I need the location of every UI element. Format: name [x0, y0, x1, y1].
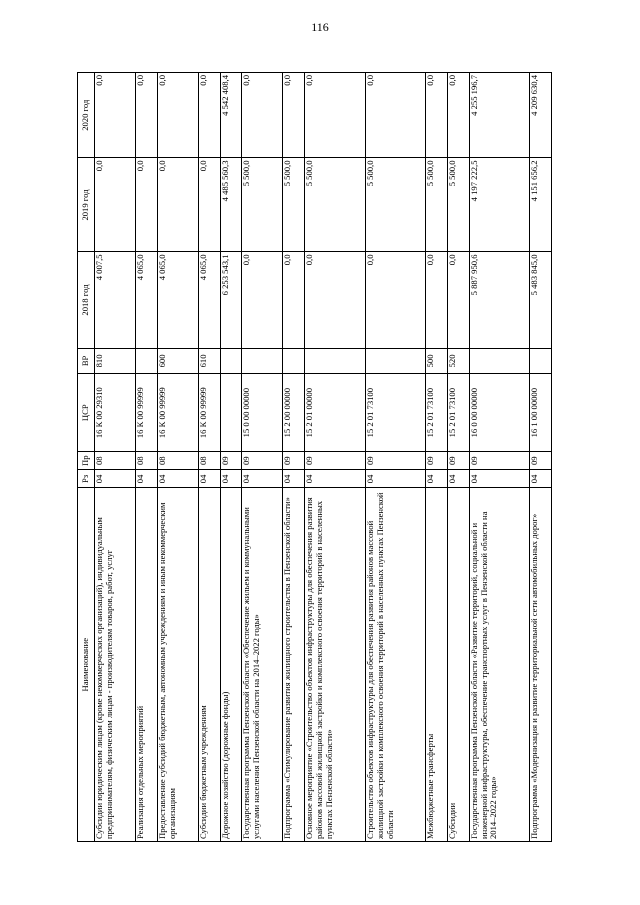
cell-2018: 6 253 543,1: [220, 252, 242, 348]
table-row: [304, 73, 365, 842]
cell-2020: 0,0: [95, 73, 136, 159]
cell-name: Субсидии бюджетным учреждениям: [198, 488, 220, 842]
cell-2019: 5 500,0: [304, 158, 365, 252]
cell-rz: 04: [283, 470, 305, 488]
cell-name: Основное мероприятие «Строительство объектов инфраструктуры для обеспечения развития районов массовой жилищной застройки и комплексного освоения территорий в населенных пунктах Пензенской области»: [304, 488, 365, 842]
cell-csr: 15 2 01 73100: [447, 374, 469, 452]
cell-pr: 08: [136, 452, 158, 470]
cell-vr: [469, 348, 530, 374]
cell-2019: 5 500,0: [426, 158, 448, 252]
cell-pr: 09: [469, 452, 530, 470]
cell-name: Государственная программа Пензенской области «Обеспечение жильем и коммунальными услугами населения Пензенской области на 2014–2022 годы»: [242, 488, 283, 842]
table-row: [283, 73, 305, 842]
cell-csr: [220, 374, 242, 452]
cell-csr: 16 К 00 29310: [95, 374, 136, 452]
table-row: [95, 73, 136, 842]
cell-name: Субсидии юридическим лицам (кроме некоммерческих организаций), индивидуальным предпринимателям, физическим лицам - производителям товаров, работ, услуг: [95, 488, 136, 842]
cell-name: Подпрограмма «Модернизация и развитие территориальной сети автомобильных дорог»: [530, 488, 552, 842]
cell-2019: 0,0: [157, 158, 198, 252]
cell-vr: [365, 348, 426, 374]
cell-csr: 15 0 00 00000: [242, 374, 283, 452]
cell-csr: 16 К 00 99999: [136, 374, 158, 452]
cell-2019: 5 500,0: [447, 158, 469, 252]
cell-2020: 4 209 630,4: [530, 73, 552, 159]
cell-csr: 15 2 00 00000: [283, 374, 305, 452]
cell-vr: 500: [426, 348, 448, 374]
cell-pr: 08: [198, 452, 220, 470]
header-pr: Пр: [78, 452, 95, 470]
cell-2019: 4 485 560,3: [220, 158, 242, 252]
cell-2019: 0,0: [198, 158, 220, 252]
table-row: [157, 73, 198, 842]
table-row: [136, 73, 158, 842]
cell-2020: 0,0: [157, 73, 198, 159]
cell-vr: [304, 348, 365, 374]
cell-2020: 0,0: [198, 73, 220, 159]
cell-2018: 4 065,0: [157, 252, 198, 348]
cell-vr: [530, 348, 552, 374]
cell-name: Межбюджетные трансферты: [426, 488, 448, 842]
header-vr: ВР: [78, 348, 95, 374]
cell-rz: 04: [426, 470, 448, 488]
cell-vr: 520: [447, 348, 469, 374]
cell-vr: [242, 348, 283, 374]
cell-2018: 0,0: [242, 252, 283, 348]
cell-vr: 610: [198, 348, 220, 374]
table-header-row: [78, 73, 95, 842]
table-row: [365, 73, 426, 842]
cell-2020: 0,0: [447, 73, 469, 159]
cell-name: Предоставление субсидий бюджетным, автономным учреждениям и иным некоммерческим организациям: [157, 488, 198, 842]
cell-rz: 04: [198, 470, 220, 488]
cell-2018: 0,0: [304, 252, 365, 348]
rotated-table-container: [77, 72, 552, 842]
cell-2019: 4 197 222,5: [469, 158, 530, 252]
cell-2020: 4 542 408,4: [220, 73, 242, 159]
header-rz: Рз: [78, 470, 95, 488]
cell-2018: 0,0: [447, 252, 469, 348]
cell-name: Строительство объектов инфраструктуры для обеспечения развития районов массовой жилищной застройки и комплексного освоения территорий в населенных пунктах Пензенской области: [365, 488, 426, 842]
cell-rz: 04: [447, 470, 469, 488]
cell-pr: 09: [530, 452, 552, 470]
header-csr: ЦСР: [78, 374, 95, 452]
header-2019: 2019 год: [78, 158, 95, 252]
table-row: [469, 73, 530, 842]
header-name: Наименование: [78, 488, 95, 842]
cell-vr: [220, 348, 242, 374]
cell-csr: 16 1 00 00000: [530, 374, 552, 452]
budget-table: [77, 72, 552, 842]
cell-name: Субсидии: [447, 488, 469, 842]
cell-2020: 0,0: [365, 73, 426, 159]
cell-csr: 15 2 01 73100: [426, 374, 448, 452]
cell-name: Государственная программа Пензенской области «Развитие территорий, социальной и инженерной инфраструктуры, обеспечение транспортных услуг в Пензенской области на 2014–2022 годы»: [469, 488, 530, 842]
table-row: [242, 73, 283, 842]
cell-2020: 4 255 196,7: [469, 73, 530, 159]
cell-rz: 04: [157, 470, 198, 488]
cell-csr: 16 К 00 99999: [157, 374, 198, 452]
cell-2019: 0,0: [95, 158, 136, 252]
cell-2018: 4 007,5: [95, 252, 136, 348]
cell-2019: 4 151 656,2: [530, 158, 552, 252]
cell-pr: 09: [220, 452, 242, 470]
page-number: 116: [311, 20, 329, 34]
cell-vr: 810: [95, 348, 136, 374]
cell-vr: [136, 348, 158, 374]
cell-rz: 04: [365, 470, 426, 488]
header-2018: 2018 год: [78, 252, 95, 348]
cell-csr: 16 К 00 99999: [198, 374, 220, 452]
cell-rz: 04: [304, 470, 365, 488]
cell-pr: 09: [283, 452, 305, 470]
cell-csr: 15 2 01 73100: [365, 374, 426, 452]
cell-csr: 15 2 01 00000: [304, 374, 365, 452]
cell-2020: 0,0: [426, 73, 448, 159]
cell-vr: 600: [157, 348, 198, 374]
cell-csr: 16 0 00 00000: [469, 374, 530, 452]
table-row: [220, 73, 242, 842]
cell-2019: 0,0: [136, 158, 158, 252]
header-2020: 2020 год: [78, 73, 95, 159]
cell-2018: 5 483 845,0: [530, 252, 552, 348]
cell-rz: 04: [136, 470, 158, 488]
cell-2020: 0,0: [242, 73, 283, 159]
cell-pr: 09: [447, 452, 469, 470]
cell-pr: 09: [304, 452, 365, 470]
cell-rz: 04: [530, 470, 552, 488]
table-row: [426, 73, 448, 842]
cell-2019: 5 500,0: [283, 158, 305, 252]
cell-name: Реализация отдельных мероприятий: [136, 488, 158, 842]
cell-2018: 0,0: [283, 252, 305, 348]
cell-pr: 09: [365, 452, 426, 470]
cell-2018: 0,0: [365, 252, 426, 348]
cell-2018: 5 887 950,6: [469, 252, 530, 348]
cell-2020: 0,0: [304, 73, 365, 159]
cell-2020: 0,0: [283, 73, 305, 159]
table-row: [447, 73, 469, 842]
cell-name: Подпрограмма «Стимулирование развития жилищного строительства в Пензенской области»: [283, 488, 305, 842]
cell-2018: 4 065,0: [198, 252, 220, 348]
cell-2019: 5 500,0: [365, 158, 426, 252]
cell-pr: 08: [157, 452, 198, 470]
cell-rz: 04: [220, 470, 242, 488]
cell-name: Дорожное хозяйство (дорожные фонды): [220, 488, 242, 842]
table-row: [198, 73, 220, 842]
cell-pr: 08: [95, 452, 136, 470]
table-row: [530, 73, 552, 842]
cell-vr: [283, 348, 305, 374]
cell-rz: 04: [95, 470, 136, 488]
cell-2020: 0,0: [136, 73, 158, 159]
cell-2018: 4 065,0: [136, 252, 158, 348]
cell-pr: 09: [242, 452, 283, 470]
cell-2019: 5 500,0: [242, 158, 283, 252]
cell-2018: 0,0: [426, 252, 448, 348]
cell-rz: 04: [242, 470, 283, 488]
cell-pr: 09: [426, 452, 448, 470]
cell-rz: 04: [469, 470, 530, 488]
